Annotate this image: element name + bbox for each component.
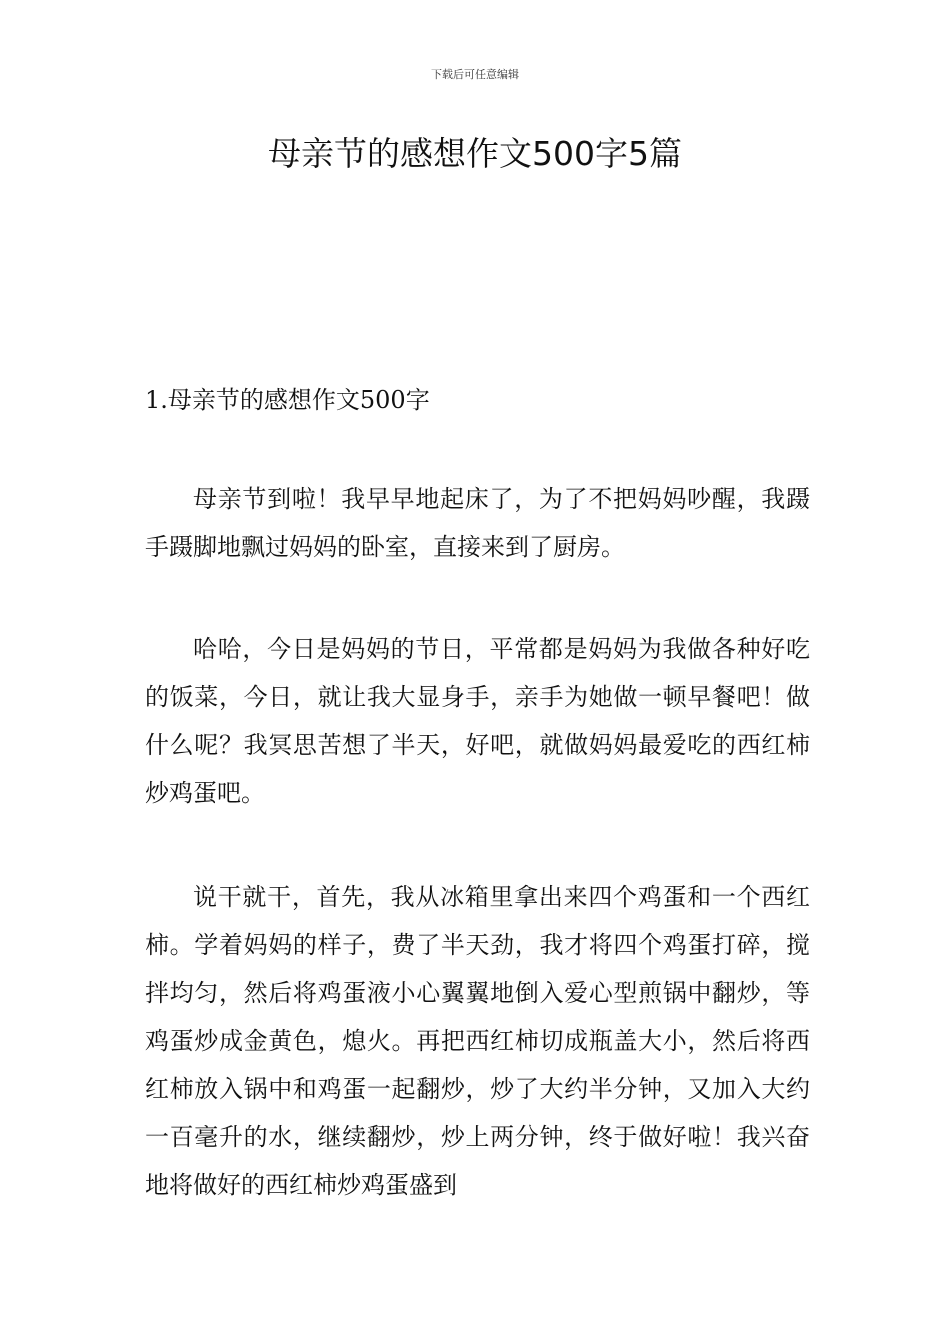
paragraph-1: 母亲节到啦！我早早地起床了，为了不把妈妈吵醒，我蹑手蹑脚地飘过妈妈的卧室，直接来到了厨房。 <box>145 485 810 561</box>
paragraph-2: 哈哈，今日是妈妈的节日，平常都是妈妈为我做各种好吃的饭菜，今日，就让我大显身手，亲手为她做一顿早餐吧！做什么呢？我冥思苦想了半天，好吧，就做妈妈最爱吃的西红柿炒鸡蛋吧。 <box>145 635 810 807</box>
document-title: 母亲节的感想作文500字5篇 <box>268 134 682 173</box>
paragraph-3: 说干就干，首先，我从冰箱里拿出来四个鸡蛋和一个西红柿。学着妈妈的样子，费了半天劲，我才将四个鸡蛋打碎，搅拌均匀，然后将鸡蛋液小心翼翼地倒入爱心型煎锅中翻炒，等鸡蛋炒成金黄色，熄火。再把西红柿切成瓶盖大小，然后将西红柿放入锅中和鸡蛋一起翻炒，炒了大约半分钟，又加入大约一百毫升的水，继续翻炒，炒上两分钟，终于做好啦！我兴奋地将做好的西红柿炒鸡蛋盛到 <box>145 883 810 1199</box>
header-note: 下载后可任意编辑 <box>431 68 519 81</box>
section-heading: 1.母亲节的感想作文500字 <box>145 386 430 414</box>
